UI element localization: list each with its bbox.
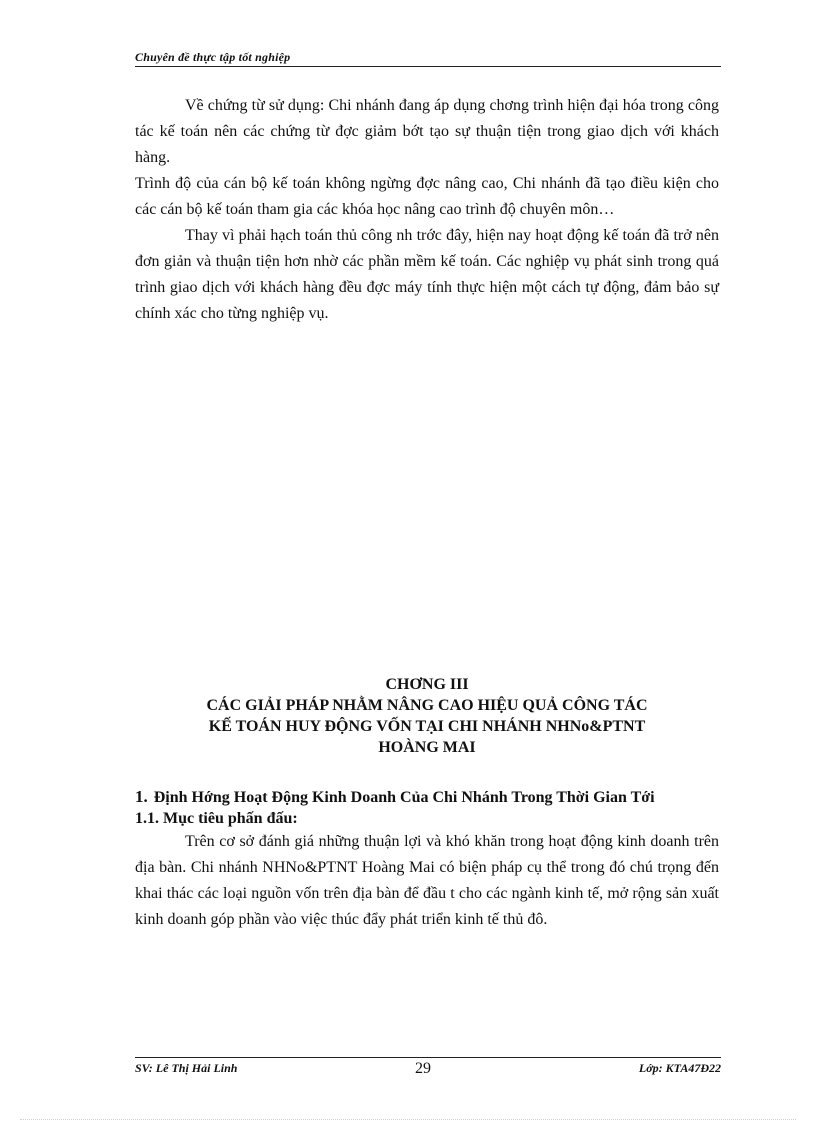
page-edge-divider <box>20 1119 796 1120</box>
section-paragraph: Trên cơ sở đánh giá những thuận lợi và khó khăn trong hoạt động kinh doanh trên địa bàn. Chi nhánh NHNo&PTNT Hoàng Mai có biện pháp cụ thể trong đó chú trọng đến khai thác các loại nguồn vốn trên địa bàn để đầu t cho các ngành kinh tế, mở rộng sản xuất kinh doanh góp phần vào việc thúc đẩy phát triển kinh tế thủ đô. <box>135 833 719 928</box>
chapter-heading <box>135 674 719 758</box>
section-1 <box>135 786 719 933</box>
section-heading <box>135 786 719 808</box>
paragraph-documents: Về chứng từ sử dụng: Chi nhánh đang áp dụng chơng trình hiện đại hóa trong công tác kế toán nên các chứng từ đợc giảm bớt tạo sự thuận tiện trong giao dịch với khách hàng. <box>135 97 719 166</box>
header-title: Chuyên đề thực tập tốt nghiệp <box>135 50 291 64</box>
section-heading-number: 1. <box>135 787 148 806</box>
chapter-number: CHƠNG III <box>385 676 469 693</box>
paragraph-accounting-software: Thay vì phải hạch toán thủ công nh trớc đây, hiện nay hoạt động kế toán đã trở nên đơn giản và thuận tiện hơn nhờ các phần mềm kế toán. Các nghiệp vụ phát sinh trong quá trình giao dịch với khách hàng đều đợc máy tính thực hiện một cách tự động, đảm bảo sự chính xác cho từng nghiệp vụ. <box>135 227 719 322</box>
paragraph-staff-training: Trình độ của cán bộ kế toán không ngừng đợc nâng cao, Chi nhánh đã tạo điều kiện cho các cán bộ kế toán tham gia các khóa học nâng cao trình độ chuyên môn… <box>135 175 719 218</box>
page-footer <box>135 1057 721 1080</box>
subsection-heading: 1.1. Mục tiêu phấn đấu: <box>135 810 298 827</box>
footer-class: Lớp: KTA47Đ22 <box>638 1061 721 1075</box>
footer-author: SV: Lê Thị Hải Linh <box>135 1061 238 1075</box>
body-text <box>135 93 719 327</box>
chapter-title-line-3: HOÀNG MAI <box>378 739 476 756</box>
chapter-title-line-1: CÁC GIẢI PHÁP NHẰM NÂNG CAO HIỆU QUẢ CÔNG TÁC <box>206 697 648 714</box>
chapter-title-line-2: KẾ TOÁN HUY ĐỘNG VỐN TẠI CHI NHÁNH NHNo&PTNT <box>208 718 646 735</box>
page-header <box>135 50 721 67</box>
section-heading-text: Định Hớng Hoạt Động Kinh Doanh Của Chi Nhánh Trong Thời Gian Tới <box>153 789 655 806</box>
page-number: 29 <box>415 1060 431 1077</box>
